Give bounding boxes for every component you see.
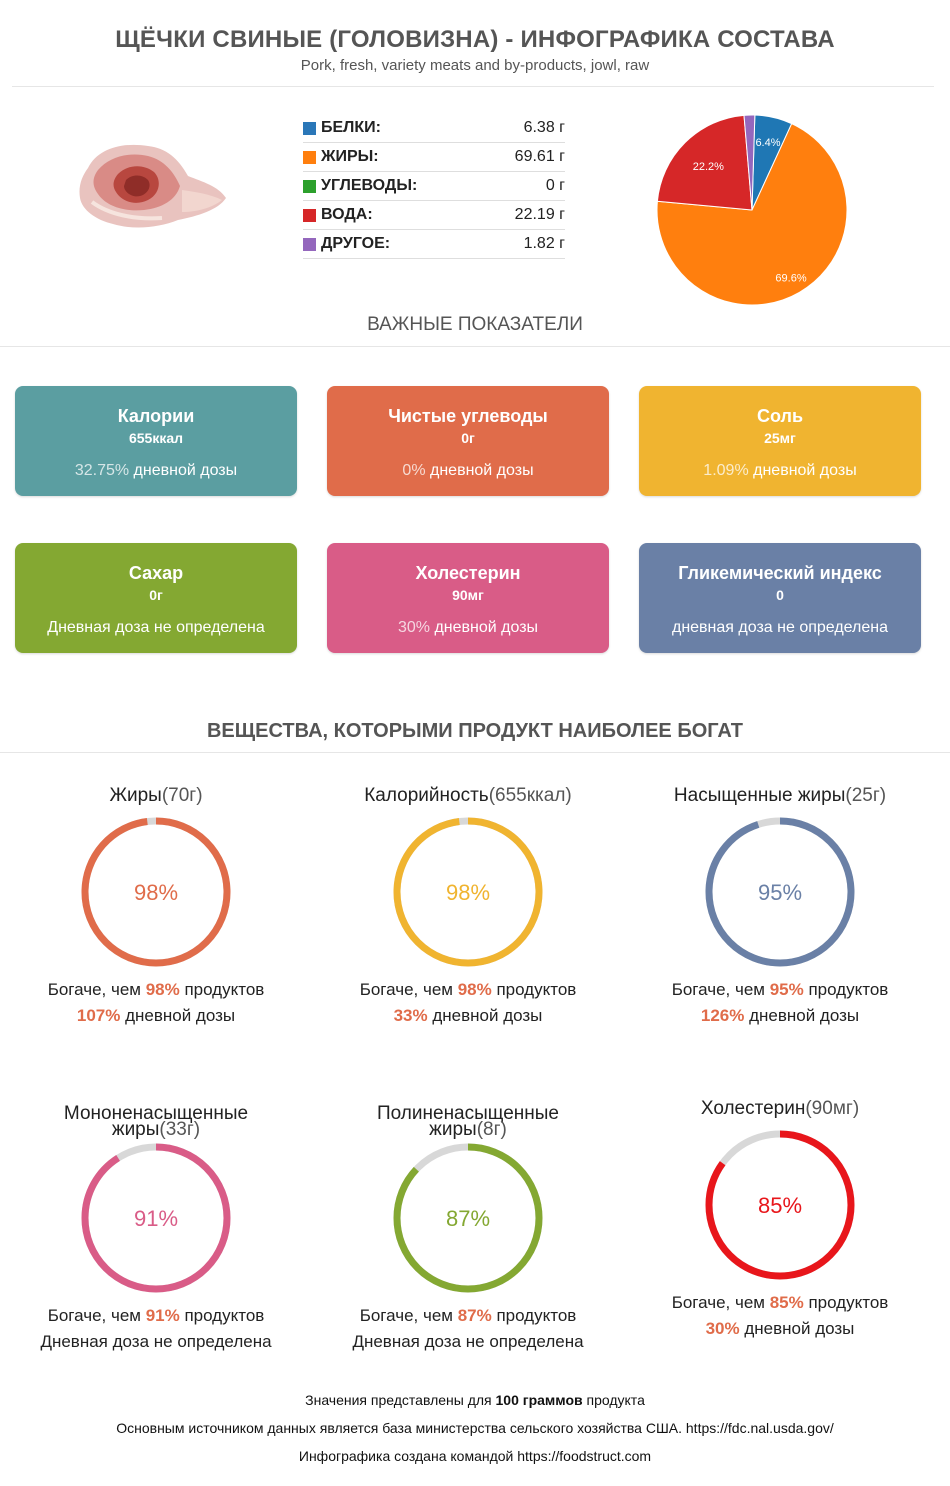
ring-amount: (70г) [161, 785, 203, 806]
card-daily-text: дневной дозы [425, 462, 534, 479]
pie-label: 22.2% [692, 160, 724, 173]
composition-pie-chart [652, 110, 852, 310]
richer-pct: 95% [769, 980, 804, 999]
ring-title [624, 785, 936, 806]
richer-pct: 91% [145, 1306, 180, 1325]
footer-line-2: Основным источником данных является база министерства сельского хозяйства США. https://fdc.nal.usda.gov/ [116, 1420, 834, 1436]
macro-name: УГЛЕВОДЫ: [321, 177, 418, 194]
card-daily-pct: 0% [402, 462, 426, 479]
ring-percent-label: 85% [757, 1193, 803, 1218]
macro-value: 69.61 г [514, 148, 565, 165]
card-daily-pct: 1.09% [703, 462, 749, 479]
daily-text: дневной дозы [739, 1319, 855, 1338]
richer-prefix: Богаче, чем [47, 1306, 146, 1325]
footer-1-suffix: продукта [582, 1392, 645, 1408]
page-subtitle: Pork, fresh, variety meats and by-products, jowl, raw [300, 57, 650, 74]
ring-chart [76, 1138, 236, 1298]
ring-name: Полиненасыщенные жиры [377, 1103, 559, 1140]
macro-value: 22.19 г [514, 206, 565, 223]
daily-text: дневной дозы [427, 1006, 543, 1025]
header-divider [12, 86, 934, 87]
ring-chart [76, 812, 236, 972]
ring-percent-label: 98% [133, 880, 179, 905]
card-daily-text: дневной дозы [430, 619, 539, 636]
richer-suffix: продуктов [803, 980, 889, 999]
daily-text: Дневная доза не определена [352, 1332, 584, 1351]
ring-title [312, 1103, 624, 1140]
other-swatch [303, 238, 316, 251]
ring-amount: (33г) [159, 1119, 201, 1140]
card-value: 25мг [764, 430, 796, 446]
pie-label: 6.4% [755, 136, 781, 149]
richer-prefix: Богаче, чем [47, 980, 146, 999]
richer-pct: 98% [457, 980, 492, 999]
card-title: Гликемический индекс [678, 563, 882, 583]
ring-daily-line [0, 1006, 312, 1026]
card-daily-text: дневной дозы [748, 462, 857, 479]
card-daily [327, 462, 609, 480]
card-title: Соль [756, 406, 804, 426]
daily-text: дневной дозы [744, 1006, 860, 1025]
ring-richer-line [624, 1293, 936, 1313]
carbs-swatch [303, 180, 316, 193]
pie-label: 69.6% [775, 272, 807, 285]
card-daily [639, 462, 921, 480]
ring-name: Холестерин [700, 1098, 806, 1119]
footer-1-prefix: Значения представлены для [305, 1392, 496, 1408]
ring-daily-line [312, 1006, 624, 1026]
richer-suffix: продуктов [491, 980, 577, 999]
indicator-card [327, 543, 609, 653]
ring-title [624, 1098, 936, 1119]
pork-jowl-image [78, 128, 228, 232]
ring-amount: (8г) [476, 1119, 507, 1140]
ring-richer-line [0, 980, 312, 1000]
ring-title [0, 785, 312, 806]
card-daily-text: Дневная доза не определена [47, 619, 265, 636]
ring-richer-line [0, 1306, 312, 1326]
daily-pct: 126% [700, 1006, 745, 1025]
richer-suffix: продуктов [491, 1306, 577, 1325]
ring-richer-line [312, 1306, 624, 1326]
card-title: Холестерин [415, 563, 521, 583]
protein-swatch [303, 122, 316, 135]
footer-line-3: Инфографика создана командой https://foodstruct.com [298, 1448, 652, 1464]
ring-richer-line [624, 980, 936, 1000]
macro-row-protein [303, 114, 565, 143]
richest-heading: ВЕЩЕСТВА, КОТОРЫМИ ПРОДУКТ НАИБОЛЕЕ БОГАТ [206, 720, 743, 742]
ring-daily-line [0, 1332, 312, 1352]
key-indicators-heading: ВАЖНЫЕ ПОКАЗАТЕЛИ [367, 314, 583, 335]
footer-line-1 [0, 1392, 950, 1408]
richer-suffix: продуктов [179, 1306, 265, 1325]
daily-pct: 107% [76, 1006, 121, 1025]
richer-pct: 85% [769, 1293, 804, 1312]
macro-value: 1.82 г [523, 235, 565, 252]
daily-text: дневной дозы [120, 1006, 236, 1025]
card-daily [327, 619, 609, 637]
card-value: 0 [776, 587, 784, 603]
ring-title [0, 1103, 312, 1140]
card-daily [15, 462, 297, 480]
macro-name: ЖИРЫ: [321, 148, 379, 165]
ring-percent-label: 91% [133, 1206, 179, 1231]
card-title: Чистые углеводы [388, 406, 548, 426]
macro-name: ВОДА: [321, 206, 373, 223]
richest-divider [0, 752, 950, 753]
indicator-card [15, 386, 297, 496]
ring-chart [388, 1138, 548, 1298]
ring-percent-label: 95% [757, 880, 803, 905]
indicator-card [327, 386, 609, 496]
daily-pct: 33% [393, 1006, 428, 1025]
water-swatch [303, 209, 316, 222]
richer-prefix: Богаче, чем [671, 1293, 770, 1312]
card-daily-text: дневная доза не определена [671, 619, 888, 636]
daily-text: Дневная доза не определена [40, 1332, 272, 1351]
ring-percent-label: 98% [445, 880, 491, 905]
macro-name: БЕЛКИ: [321, 119, 381, 136]
ring-chart [388, 812, 548, 972]
ring-daily-line [624, 1319, 936, 1339]
ring-daily-line [312, 1332, 624, 1352]
key-indicators-divider [0, 346, 950, 347]
card-daily-pct: 32.75% [74, 462, 130, 479]
card-daily-pct: 30% [397, 619, 430, 636]
ring-amount: (90мг) [805, 1098, 860, 1119]
macro-value: 6.38 г [523, 119, 565, 136]
macro-name: ДРУГОЕ: [321, 235, 391, 252]
macro-row-other [303, 230, 565, 259]
richer-prefix: Богаче, чем [671, 980, 770, 999]
richer-pct: 98% [145, 980, 180, 999]
macro-table [303, 114, 565, 259]
richer-prefix: Богаче, чем [359, 980, 458, 999]
ring-name: Насыщенные жиры [673, 785, 846, 806]
page-title: ЩЁЧКИ СВИНЫЕ (ГОЛОВИЗНА) - ИНФОГРАФИКА СОСТАВА [115, 26, 835, 53]
ring-title [312, 785, 624, 806]
indicator-card [15, 543, 297, 653]
card-value: 90мг [452, 587, 484, 603]
ring-amount: (25г) [845, 785, 887, 806]
richer-suffix: продуктов [803, 1293, 889, 1312]
card-daily [15, 619, 297, 637]
daily-pct: 30% [705, 1319, 740, 1338]
card-title: Калории [117, 406, 195, 426]
fat-swatch [303, 151, 316, 164]
ring-percent-label: 87% [445, 1206, 491, 1231]
card-value: 655ккал [128, 430, 184, 446]
ring-amount: (655ккал) [488, 785, 572, 806]
indicator-card [639, 543, 921, 653]
ring-name: Жиры [109, 785, 162, 806]
macro-row-water [303, 201, 565, 230]
card-value: 0г [461, 430, 475, 446]
footer-1-bold: 100 граммов [495, 1392, 583, 1408]
macro-row-carbs [303, 172, 565, 201]
card-title: Сахар [128, 563, 184, 583]
richer-prefix: Богаче, чем [359, 1306, 458, 1325]
ring-richer-line [312, 980, 624, 1000]
card-value: 0г [149, 587, 163, 603]
card-daily [639, 619, 921, 637]
macro-row-fat [303, 143, 565, 172]
indicator-card [639, 386, 921, 496]
ring-chart [700, 1125, 860, 1285]
macro-value: 0 г [545, 177, 565, 194]
ring-daily-line [624, 1006, 936, 1026]
richer-suffix: продуктов [179, 980, 265, 999]
richer-pct: 87% [457, 1306, 492, 1325]
card-daily-text: дневной дозы [129, 462, 238, 479]
ring-name: Калорийность [364, 785, 489, 806]
ring-chart [700, 812, 860, 972]
ring-name: Мононенасыщенные жиры [63, 1103, 249, 1140]
